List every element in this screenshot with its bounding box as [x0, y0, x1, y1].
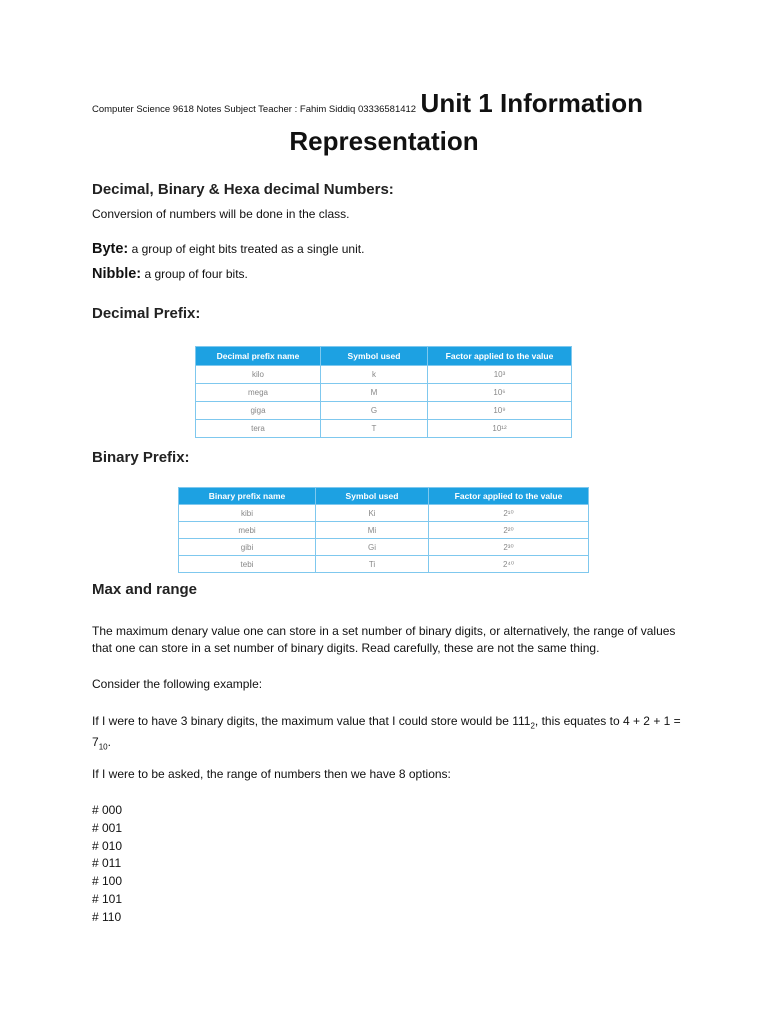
symbol-cell: M [321, 384, 428, 402]
prefix-name-cell: kibi [179, 505, 316, 522]
page-title: Unit 1 Information [420, 88, 643, 118]
prefix-name-cell: tebi [179, 556, 316, 573]
base-subscript: 2 [530, 721, 535, 731]
table-row [196, 366, 572, 384]
factor-cell: 2¹⁰ [429, 505, 589, 522]
symbol-cell: G [321, 402, 428, 420]
prefix-name-cell: tera [196, 420, 321, 438]
table-row [196, 384, 572, 402]
prefix-name-cell: giga [196, 402, 321, 420]
symbol-cell: Gi [316, 539, 429, 556]
list-item: # 101 [92, 891, 123, 906]
factor-cell: 10⁹ [428, 402, 572, 420]
example-paragraph [92, 713, 692, 756]
factor-cell: 2²⁰ [429, 522, 589, 539]
nibble-text: a group of four bits. [141, 267, 248, 281]
factor-cell: 10¹² [428, 420, 572, 438]
symbol-cell: k [321, 366, 428, 384]
table-row [179, 522, 589, 539]
table-header-row [196, 347, 572, 366]
list-item: # 000 [92, 803, 123, 817]
symbol-cell: T [321, 420, 428, 438]
factor-cell: 10³ [428, 366, 572, 384]
example-text-part: If I were to have 3 binary digits, the maximum value that I could store would be 111 [92, 714, 531, 728]
list-item: # 110 [92, 909, 122, 924]
example-text-part: . [107, 735, 111, 750]
example-intro: Consider the following example: [92, 677, 263, 691]
table-row [196, 402, 572, 420]
list-item: # 100 [92, 874, 123, 889]
base-subscript: 10 [98, 742, 108, 752]
prefix-name-cell: mebi [179, 522, 316, 539]
column-header: Factor applied to the value [428, 347, 572, 366]
symbol-cell: Ti [316, 556, 429, 573]
byte-text: a group of eight bits treated as a single unit. [128, 242, 365, 256]
header-note: Computer Science 9618 Notes Subject Teacher : Fahim Siddiq 03336581412 [92, 104, 417, 115]
decimal-prefix-heading: Decimal Prefix: [92, 305, 201, 322]
max-range-paragraph: The maximum denary value one can store in a set number of binary digits, or alternatively, the range of values that one can store in a set number of binary digits. Read carefully, these are not the same thing. [92, 624, 676, 655]
table-row [179, 556, 589, 573]
symbol-cell: Ki [316, 505, 429, 522]
nibble-definition [92, 266, 248, 282]
numbers-text: Conversion of numbers will be done in the class. [92, 207, 350, 221]
byte-definition [92, 241, 364, 257]
page-header [92, 88, 692, 119]
binary-options-list [92, 802, 122, 927]
numbers-heading: Decimal, Binary & Hexa decimal Numbers: [92, 181, 394, 198]
table-row [179, 539, 589, 556]
list-item: # 001 [92, 820, 123, 835]
binary-prefix-heading: Binary Prefix: [92, 449, 190, 466]
column-header: Symbol used [321, 347, 428, 366]
binary-prefix-table [178, 487, 589, 573]
symbol-cell: Mi [316, 522, 429, 539]
page-title-continued: Representation [289, 126, 479, 156]
column-header: Decimal prefix name [196, 347, 321, 366]
prefix-name-cell: mega [196, 384, 321, 402]
column-header: Factor applied to the value [429, 488, 589, 505]
decimal-prefix-table [195, 346, 572, 438]
example-text-part: , this equates to 4 + 2 + 1 = 7 [92, 714, 681, 750]
column-header: Symbol used [316, 488, 429, 505]
table-row [179, 505, 589, 522]
table-row [196, 420, 572, 438]
table-header-row [179, 488, 589, 505]
nibble-label: Nibble: [92, 266, 142, 282]
column-header: Binary prefix name [179, 488, 316, 505]
factor-cell: 10⁶ [428, 384, 572, 402]
prefix-name-cell: kilo [196, 366, 321, 384]
range-paragraph: If I were to be asked, the range of numbers then we have 8 options: [92, 767, 451, 781]
byte-label: Byte: [92, 241, 129, 257]
factor-cell: 2⁴⁰ [429, 556, 589, 573]
factor-cell: 2³⁰ [429, 539, 589, 556]
list-item: # 011 [92, 856, 122, 871]
prefix-name-cell: gibi [179, 539, 316, 556]
list-item: # 010 [92, 838, 123, 853]
max-range-heading: Max and range [92, 581, 198, 598]
